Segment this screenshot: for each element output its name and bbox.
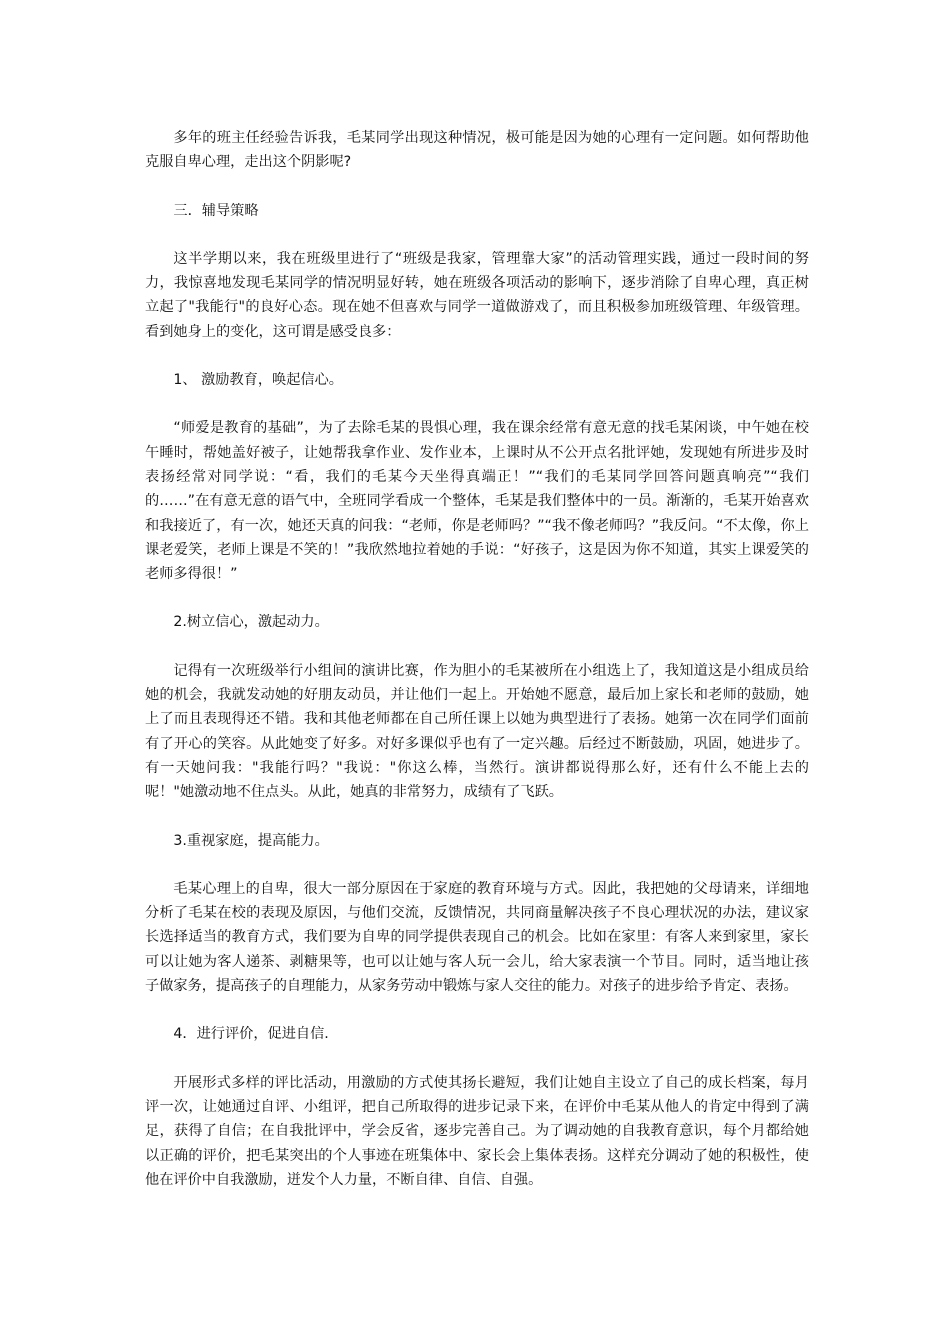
subsection-1-text: “师爱是教育的基础”，为了去除毛某的畏惧心理，我在课余经常有意无意的找毛某闲谈，中午她在校午睡时，帮她盖好被子，让她帮我拿作业、发作业本，上课时从不公开点名批评她，发现她有所进步及时表扬经常对同学说：“看，我们的毛某今天坐得真端正！”“我们的毛某同学回答问题真响亮”“我们的……”在有意无意的语气中，全班同学看成一个整体，毛某是我们整体中的一员。渐渐的，毛某开始喜欢和我接近了，有一次，她还天真的问我：“老师，你是老师吗？”“我不像老师吗？”我反问。“不太像，你上课老爱笑，老师上课是不笑的！”我欣然地拉着她的手说：“好孩子，这是因为你不知道，其实上课爱笑的老师多得很！” — [145, 420, 809, 583]
intro-paragraph: 多年的班主任经验告诉我，毛某同学出现这种情况，极可能是因为她的心理有一定问题。如何帮助他克服自卑心理，走出这个阴影呢? — [145, 130, 809, 171]
subsection-2-title: 2.树立信心，激起动力。 — [173, 614, 329, 631]
subsection-4-title: 4．进行评价，促进自信. — [173, 1026, 329, 1043]
document-body — [145, 126, 809, 1192]
strategy-paragraph: 这半学期以来，我在班级里进行了“班级是我家，管理靠大家”的活动管理实践，通过一段时间的努力，我惊喜地发现毛某同学的情况明显好转，她在班级各项活动的影响下，逐步消除了自卑心理，真正树立起了"我能行"的良好心态。现在她不但喜欢与同学一道做游戏了，而且积极参加班级管理、年级管理。看到她身上的变化，这可谓是感受良多： — [145, 250, 809, 340]
subsection-2-text: 记得有一次班级举行小组间的演讲比赛，作为胆小的毛某被所在小组选上了，我知道这是小组成员给她的机会，我就发动她的好朋友动员，并让他们一起上。开始她不愿意，最后加上家长和老师的鼓励，她上了而且表现得还不错。我和其他老师都在自己所任课上以她为典型进行了表扬。她第一次在同学们面前有了开心的笑容。从此她变了好多。对好多课似乎也有了一定兴趣。后经过不断鼓励，巩固，她进步了。有一天她问我："我能行吗？"我说："你这么棒，当然行。演讲都说得那么好，还有什么不能上去的呢！"她激动地不住点头。从此，她真的非常努力，成绩有了飞跃。 — [145, 662, 809, 801]
subsection-4-text: 开展形式多样的评比活动，用激励的方式使其扬长避短，我们让她自主设立了自己的成长档案，每月评一次，让她通过自评、小组评，把自己所取得的进步记录下来，在评价中毛某从他人的肯定中得到了满足，获得了自信；在自我批评中，学会反省，逐步完善自己。为了调动她的自我教育意识，每个月都给她以正确的评价，把毛某突出的个人事迹在班集体中、家长会上集体表扬。这样充分调动了她的积极性，使他在评价中自我激励，迸发个人力量，不断自律、自信、自强。 — [145, 1074, 809, 1188]
subsection-3-title: 3.重视家庭，提高能力。 — [173, 832, 329, 849]
subsection-1-title: 1、 激励教育，唤起信心。 — [173, 372, 343, 389]
section-heading-strategy: 三．辅导策略 — [173, 202, 259, 219]
subsection-3-text: 毛某心理上的自卑，很大一部分原因在于家庭的教育环境与方式。因此，我把她的父母请来，详细地分析了毛某在校的表现及原因，与他们交流，反馈情况，共同商量解决孩子不良心理状况的办法，建议家长选择适当的教育方式，我们要为自卑的同学提供表现自己的机会。比如在家里：有客人来到家里，家长可以让她为客人递茶、剥糖果等，也可以让她与客人玩一会儿，给大家表演一个节目。同时，适当地让孩子做家务，提高孩子的自理能力，从家务劳动中锻炼与家人交往的能力。对孩子的进步给予肯定、表扬。 — [145, 880, 809, 995]
